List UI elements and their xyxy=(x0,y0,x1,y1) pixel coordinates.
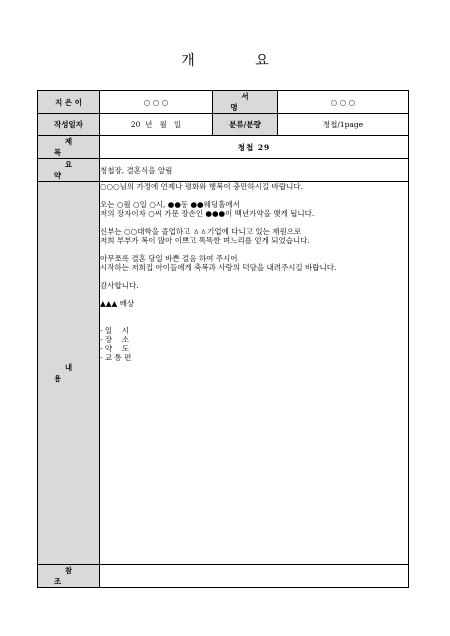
blank-line xyxy=(100,308,408,317)
content-line: 저희 부부가 복이 많아 이쁘고 똑똑한 며느리를 얻게 되었습니다. xyxy=(100,236,310,245)
content-line: 아무쪼록 결혼 당일 바쁜 걸음 하여 주시어 xyxy=(100,254,238,263)
category-value: 청첩/1page xyxy=(278,114,409,136)
book-name-label: 서 명 xyxy=(213,91,278,114)
summary-label: 요 약 xyxy=(38,159,100,182)
summary-row xyxy=(38,159,409,182)
content-body xyxy=(100,182,409,565)
summary-value: 청첩장, 결혼식을 알림 xyxy=(100,159,409,182)
content-line: 시작하는 저희집 아이들에게 축복과 사랑의 덕담을 내려주시길 바랍니다. xyxy=(100,263,337,272)
blank-line xyxy=(100,290,408,299)
content-line: ○○○님의 가정에 언제나 평화와 행복이 충만하시길 바랍니다. xyxy=(100,182,303,191)
summary-form-table xyxy=(37,90,409,588)
blank-line xyxy=(100,245,408,254)
content-line: ▲▲▲ 배상 xyxy=(100,299,135,308)
subject-value: 청첩 29 xyxy=(100,136,409,159)
content-line: - 일 시 xyxy=(100,326,129,335)
content-line: 감사합니다. xyxy=(100,281,139,290)
content-line: - 장 소 xyxy=(100,335,129,344)
blank-line xyxy=(100,191,408,200)
author-value: ○ ○ ○ xyxy=(100,91,213,114)
content-lines xyxy=(100,182,408,362)
author-row xyxy=(38,91,409,114)
content-line: - 교 통 편 xyxy=(100,353,132,362)
content-line: 신부는 ○○대학을 졸업하고 ㅿㅿ기업에 다니고 있는 재원으로 xyxy=(100,227,302,236)
subject-label: 제 목 xyxy=(38,136,100,159)
content-line: 저의 장자이자 ○씨 가문 장손인 ●●●이 백년가약을 맺게 됩니다. xyxy=(100,209,315,218)
blank-line xyxy=(100,272,408,281)
reference-value xyxy=(100,565,409,588)
date-value: 20 년 월 일 xyxy=(100,114,213,136)
content-line: 오는 ○월 ○일 ○시, ●●동 ●●웨딩홀에서 xyxy=(100,200,240,209)
content-line: - 약 도 xyxy=(100,344,129,353)
book-name-value: ○ ○ ○ xyxy=(278,91,409,114)
blank-line xyxy=(100,218,408,227)
reference-row xyxy=(38,565,409,588)
content-label: 내 용 xyxy=(38,182,100,565)
subject-row xyxy=(38,136,409,159)
content-row xyxy=(38,182,409,565)
blank-line xyxy=(100,317,408,326)
reference-label: 참 조 xyxy=(38,565,100,588)
author-label: 지 은 이 xyxy=(38,91,100,114)
date-label: 작성일자 xyxy=(38,114,100,136)
document-title: 개 요 xyxy=(181,53,297,69)
category-label: 분류/분량 xyxy=(213,114,278,136)
date-row xyxy=(38,114,409,136)
